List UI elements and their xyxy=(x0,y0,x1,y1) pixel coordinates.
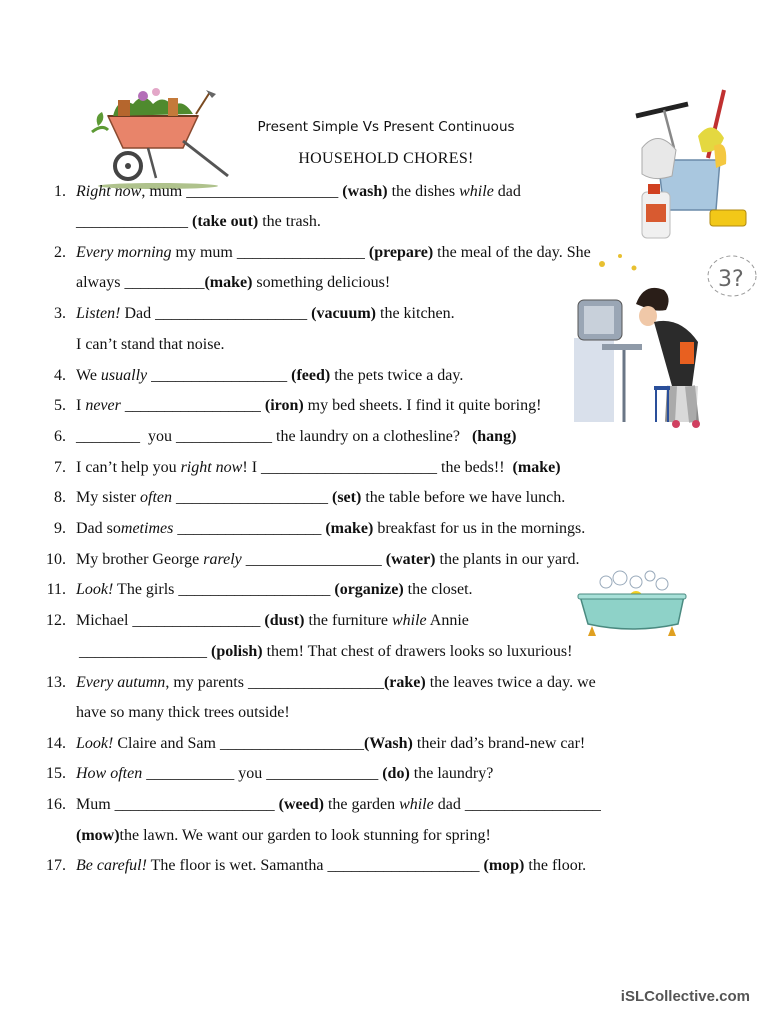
sentence-text: the table before we have lunch. xyxy=(361,489,566,506)
answer-blank[interactable]: ___________________ xyxy=(327,857,480,874)
sentence-text: my bed sheets. I find it quite boring! xyxy=(303,397,542,414)
sentence-text: dad xyxy=(433,796,465,813)
answer-blank[interactable]: _________________ xyxy=(147,367,288,384)
item-number: 9. xyxy=(54,520,66,537)
sentence-text: have so many thick trees outside! xyxy=(76,704,290,721)
sentence-text: the furniture xyxy=(304,612,392,629)
verb-hint: (dust) xyxy=(260,612,305,629)
sentence-text: them! That chest of drawers looks so luxurious! xyxy=(262,643,573,660)
cleaning-supplies-illustration xyxy=(628,88,754,242)
sentence-text: never xyxy=(85,397,121,414)
item-number: 8. xyxy=(54,489,66,506)
verb-hint: (weed) xyxy=(274,796,324,813)
worksheet-title: Present Simple Vs Present Continuous xyxy=(257,119,515,135)
verb-hint: (make) xyxy=(204,274,253,291)
verb-hint: (make) xyxy=(321,520,374,537)
answer-blank[interactable]: _________________ xyxy=(241,551,382,568)
svg-text:3?: 3? xyxy=(718,267,744,292)
sentence-text: , my parents xyxy=(165,674,248,691)
answer-blank[interactable]: __________ xyxy=(124,274,205,291)
sentence-text: while xyxy=(399,796,434,813)
answer-blank[interactable]: _________________ xyxy=(247,674,384,691)
sentence-text: metimes xyxy=(120,520,174,537)
answer-blank[interactable]: ___________________ xyxy=(178,581,331,598)
sentence-text: Claire and Sam xyxy=(113,735,220,752)
item-number: 11. xyxy=(46,581,66,598)
wheelbarrow-illustration xyxy=(88,86,238,192)
sentence-text: I xyxy=(76,397,86,414)
sentence-text: I can’t help you xyxy=(76,459,181,476)
sentence-text: Annie xyxy=(426,612,469,629)
sentence-text: Mum xyxy=(76,796,115,813)
item-number: 12. xyxy=(46,612,66,629)
item-number: 7. xyxy=(54,459,66,476)
sentence-line xyxy=(79,642,572,662)
sentence-text: the leaves twice a day. we xyxy=(425,674,596,691)
sentence-line xyxy=(76,703,290,723)
sentence-text: Right now xyxy=(76,183,142,200)
sentence-text: How often xyxy=(76,765,143,782)
bathtub-illustration xyxy=(576,568,688,640)
sentence-text: ! I xyxy=(242,459,262,476)
answer-blank[interactable]: ___________________ xyxy=(186,183,339,200)
verb-hint: (iron) xyxy=(260,397,304,414)
worksheet-subtitle: HOUSEHOLD CHORES! xyxy=(298,150,474,167)
watermark: iSLCollective.com xyxy=(620,988,750,1005)
sentence-line xyxy=(76,795,601,815)
sentence-line xyxy=(76,212,321,232)
sentence-text: the meal of the day. She xyxy=(433,244,591,261)
sentence-line xyxy=(76,427,516,447)
answer-blank[interactable]: ___________________ xyxy=(155,305,308,322)
sentence-text: you xyxy=(234,765,267,782)
sentence-text: Every morning xyxy=(76,244,172,261)
answer-blank[interactable]: ___________ xyxy=(142,765,235,782)
sentence-text: Look! xyxy=(76,735,114,752)
sentence-text: while xyxy=(391,612,427,629)
sentence-text: the beds!! xyxy=(437,459,513,476)
item-number: 2. xyxy=(54,244,66,261)
verb-hint: (organize) xyxy=(330,581,404,598)
verb-hint: (do) xyxy=(378,765,410,782)
verb-hint: (hang) xyxy=(471,428,517,445)
answer-blank[interactable]: __________________ xyxy=(173,520,322,537)
sentence-text: , mum xyxy=(141,183,187,200)
answer-blank[interactable]: ___________________ xyxy=(172,489,328,506)
sentence-text: We xyxy=(76,367,101,384)
sentence-text: My sister xyxy=(76,489,140,506)
item-number: 1. xyxy=(54,183,66,200)
sentence-text: breakfast for us in the mornings. xyxy=(373,520,586,537)
verb-hint: (take out) xyxy=(188,213,259,230)
sentence-text: Michael xyxy=(76,612,133,629)
item-number: 14. xyxy=(46,735,66,752)
answer-blank[interactable]: ____________________ xyxy=(114,796,275,813)
sentence-line xyxy=(76,611,469,631)
sentence-line xyxy=(76,182,521,202)
verb-hint: (mow) xyxy=(76,827,120,844)
answer-blank[interactable]: __________________ xyxy=(219,735,364,752)
item-number: 6. xyxy=(54,428,66,445)
sentence-text: The floor is wet. Samantha xyxy=(146,857,328,874)
verb-hint: (make) xyxy=(512,459,561,476)
sentence-line xyxy=(76,550,579,570)
sentence-text: Listen! xyxy=(76,305,121,322)
sentence-text: the closet. xyxy=(403,581,473,598)
verb-hint: (vacuum) xyxy=(307,305,376,322)
sentence-line xyxy=(76,826,491,846)
sentence-line xyxy=(76,304,455,324)
sentence-text: Every autumn xyxy=(76,674,166,691)
item-number: 3. xyxy=(54,305,66,322)
sentence-text: right now xyxy=(180,459,243,476)
answer-blank[interactable]: ______________ xyxy=(76,213,188,230)
sentence-line xyxy=(76,580,473,600)
answer-blank[interactable]: ______________________ xyxy=(261,459,438,476)
item-number: 4. xyxy=(54,367,66,384)
sentence-text: I can’t stand that noise. xyxy=(76,336,225,353)
sentence-text: something delicious! xyxy=(252,274,391,291)
sentence-text: My brother George xyxy=(76,551,204,568)
sentence-text: the lawn. We want our garden to look stunning for spring! xyxy=(119,827,491,844)
sentence-line xyxy=(76,856,586,876)
sentence-line xyxy=(76,396,541,416)
sentence-text: the floor. xyxy=(524,857,587,874)
sentence-line xyxy=(76,273,390,293)
sentence-line xyxy=(76,458,561,478)
sentence-line xyxy=(76,734,585,754)
sentence-line xyxy=(76,488,565,508)
verb-hint: (mop) xyxy=(479,857,525,874)
sentence-line xyxy=(76,243,591,263)
answer-blank[interactable]: ________________ xyxy=(236,244,365,261)
answer-blank[interactable]: _________________ xyxy=(120,397,261,414)
verb-hint: (water) xyxy=(381,551,436,568)
verb-hint: (prepare) xyxy=(364,244,434,261)
answer-blank[interactable]: ____________ xyxy=(176,428,272,445)
sentence-text: rarely xyxy=(203,551,242,568)
sentence-text: while xyxy=(459,183,494,200)
verb-hint: (feed) xyxy=(287,367,331,384)
sentence-line xyxy=(76,335,225,355)
sentence-text: the laundry on a clothesline? xyxy=(272,428,472,445)
sentence-line xyxy=(76,764,493,784)
sentence-line xyxy=(76,673,596,693)
verb-hint: (rake) xyxy=(383,674,426,691)
answer-blank[interactable]: ________________ xyxy=(79,643,207,660)
item-number: 16. xyxy=(46,796,66,813)
sentence-line xyxy=(76,366,463,386)
item-number: 15. xyxy=(46,765,66,782)
item-number: 17. xyxy=(46,857,66,874)
answer-blank[interactable]: ________________ xyxy=(132,612,261,629)
sentence-line xyxy=(76,519,585,539)
sentence-text: the dishes xyxy=(387,183,460,200)
sentence-text: often xyxy=(140,489,172,506)
sentence-text: the laundry? xyxy=(409,765,494,782)
sentence-text: always xyxy=(76,274,125,291)
sentence-text: the garden xyxy=(323,796,400,813)
sentence-text: Dad so xyxy=(76,520,121,537)
sentence-text: Look! xyxy=(76,581,114,598)
item-number: 10. xyxy=(46,551,66,568)
sentence-text: The girls xyxy=(113,581,179,598)
sentence-text: Be careful! xyxy=(76,857,147,874)
verb-hint: (Wash) xyxy=(363,735,413,752)
woman-at-computer-illustration xyxy=(572,246,760,432)
sentence-text: usually xyxy=(100,367,148,384)
sentence-text: their dad’s brand-new car! xyxy=(412,735,586,752)
answer-blank[interactable]: ________ you xyxy=(76,428,176,445)
verb-hint: (set) xyxy=(328,489,362,506)
sentence-text: the kitchen. xyxy=(376,305,455,322)
verb-hint: (polish) xyxy=(207,643,263,660)
sentence-text: the trash. xyxy=(258,213,321,230)
verb-hint: (wash) xyxy=(338,183,388,200)
sentence-text: dad xyxy=(493,183,521,200)
item-number: 13. xyxy=(46,674,66,691)
sentence-text: my mum xyxy=(171,244,237,261)
sentence-text: the pets twice a day. xyxy=(330,367,464,384)
item-number: 5. xyxy=(54,397,66,414)
answer-blank[interactable]: _________________ xyxy=(464,796,601,813)
sentence-text: the plants in our yard. xyxy=(435,551,580,568)
answer-blank[interactable]: ______________ xyxy=(266,765,379,782)
sentence-text: Dad xyxy=(120,305,156,322)
